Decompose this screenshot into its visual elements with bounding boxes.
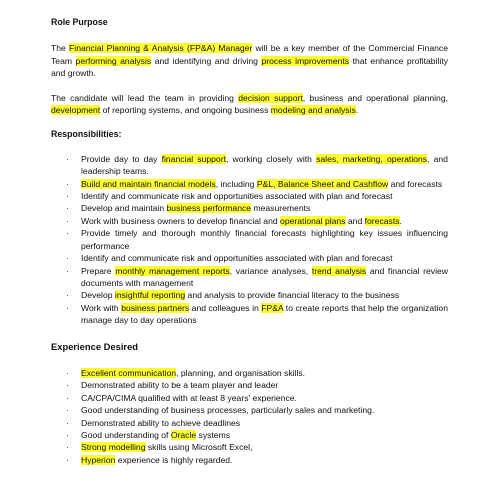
- text-run: Develop: [81, 290, 115, 301]
- text-run: Good understanding of business processes, particularly sales and marketing.: [81, 405, 375, 416]
- highlighted-text: insightful reporting: [114, 290, 186, 301]
- list-item: [51, 441, 448, 453]
- text-run: measurements: [251, 203, 311, 214]
- experience-list: [51, 367, 448, 466]
- text-run: Work with: [81, 302, 122, 313]
- list-item: [51, 252, 448, 264]
- text-run: systems: [196, 429, 231, 440]
- list-item: [51, 417, 448, 429]
- text-run: The candidate will lead the team in providing: [51, 92, 239, 103]
- experience-heading: Experience Desired: [51, 340, 139, 352]
- highlighted-text: Build and maintain financial models: [81, 178, 216, 189]
- text-run: that enhance profitability and growth.: [51, 55, 449, 79]
- highlighted-text: Hyperion: [81, 454, 116, 465]
- text-run: Demonstrated ability to achieve deadlines: [81, 417, 241, 428]
- text-run: to create reports that help the organization manage day to day operations: [81, 302, 448, 326]
- highlighted-text: Financial Planning & Analysis (FP&A) Manager: [69, 43, 253, 54]
- role-purpose-paragraph-2: [51, 92, 448, 117]
- highlighted-text: Strong modelling: [81, 442, 146, 453]
- highlighted-text: process improvements: [261, 55, 350, 66]
- role-purpose-paragraph-1: [51, 42, 448, 79]
- text-run: and analysis to provide financial literacy to the business: [185, 290, 400, 301]
- highlighted-text: decision support: [238, 92, 303, 103]
- highlighted-text: business partners: [121, 302, 190, 313]
- highlighted-text: trend analysis: [311, 265, 367, 276]
- text-run: , business and operational planning,: [302, 92, 448, 103]
- text-run: Prepare: [81, 265, 116, 276]
- text-run: experience is highly regarded.: [115, 454, 233, 465]
- text-run: , variance analyses,: [229, 265, 312, 276]
- text-run: Develop and maintain: [81, 203, 167, 214]
- list-item: [51, 454, 448, 466]
- text-run: skills using Microsoft Excel,: [145, 442, 253, 453]
- text-run: Provide day to day: [81, 153, 162, 164]
- list-item: [51, 227, 448, 252]
- highlighted-text: forecasts: [364, 215, 400, 226]
- list-item: [51, 215, 448, 227]
- highlighted-text: development: [51, 105, 101, 116]
- list-item: [51, 392, 448, 404]
- text-run: and financial review documents with management: [81, 265, 448, 288]
- list-item: [51, 379, 448, 391]
- text-run: , planning, and organisation skills.: [176, 367, 306, 378]
- text-run: and identifying and driving: [151, 55, 262, 66]
- highlighted-text: monthly management reports: [115, 265, 230, 276]
- list-item: [51, 289, 448, 301]
- list-item: [51, 153, 448, 178]
- highlighted-text: modeling and analysis: [270, 105, 356, 116]
- highlighted-text: financial support: [161, 153, 226, 164]
- responsibilities-heading: Responsibilities:: [51, 129, 122, 140]
- list-item: [51, 265, 448, 290]
- text-run: , including: [215, 178, 257, 189]
- text-run: .: [355, 105, 359, 116]
- text-run: CA/CPA/CIMA qualified with at least 8 years' experience.: [81, 392, 297, 403]
- text-run: and forecasts: [388, 178, 443, 189]
- list-item: [51, 190, 448, 202]
- highlighted-text: performing analysis: [75, 55, 152, 66]
- text-run: of reporting systems, and ongoing business: [100, 105, 271, 116]
- text-run: Provide timely and thorough monthly financial forecasts highlighting key issues influencing performance: [81, 228, 448, 251]
- text-run: Identify and communicate risk and opportunities associated with plan and forecast: [81, 253, 393, 264]
- highlighted-text: sales, marketing, operations: [316, 153, 428, 164]
- list-item: [51, 404, 448, 416]
- text-run: and: [345, 215, 365, 226]
- text-run: will be a key member of the Commercial Finance Team: [51, 43, 448, 66]
- highlighted-text: P&L, Balance Sheet and Cashflow: [256, 178, 389, 189]
- text-run: .: [399, 215, 402, 226]
- text-run: Identify and communicate risk and opportunities associated with plan and forecast: [81, 191, 393, 202]
- role-purpose-heading: Role Purpose: [51, 17, 108, 27]
- highlighted-text: operational plans: [280, 215, 346, 226]
- list-item: [51, 178, 448, 190]
- text-run: and colleagues in: [189, 302, 262, 313]
- text-run: , and leadership teams.: [81, 153, 448, 177]
- text-run: Work with business owners to develop financial and: [81, 215, 281, 226]
- list-item: [51, 302, 448, 327]
- responsibilities-list: [51, 153, 448, 327]
- list-item: [51, 429, 448, 441]
- text-run: Demonstrated ability to be a team player and leader: [81, 380, 279, 391]
- highlighted-text: FP&A: [261, 302, 284, 313]
- text-run: Good understanding of: [81, 429, 171, 440]
- list-item: [51, 202, 448, 214]
- text-run: The: [51, 43, 70, 54]
- text-run: , working closely with: [225, 153, 317, 164]
- highlighted-text: Excellent communication: [81, 367, 177, 378]
- highlighted-text: Oracle: [170, 429, 197, 440]
- list-item: [51, 367, 448, 379]
- highlighted-text: business performance: [166, 203, 252, 214]
